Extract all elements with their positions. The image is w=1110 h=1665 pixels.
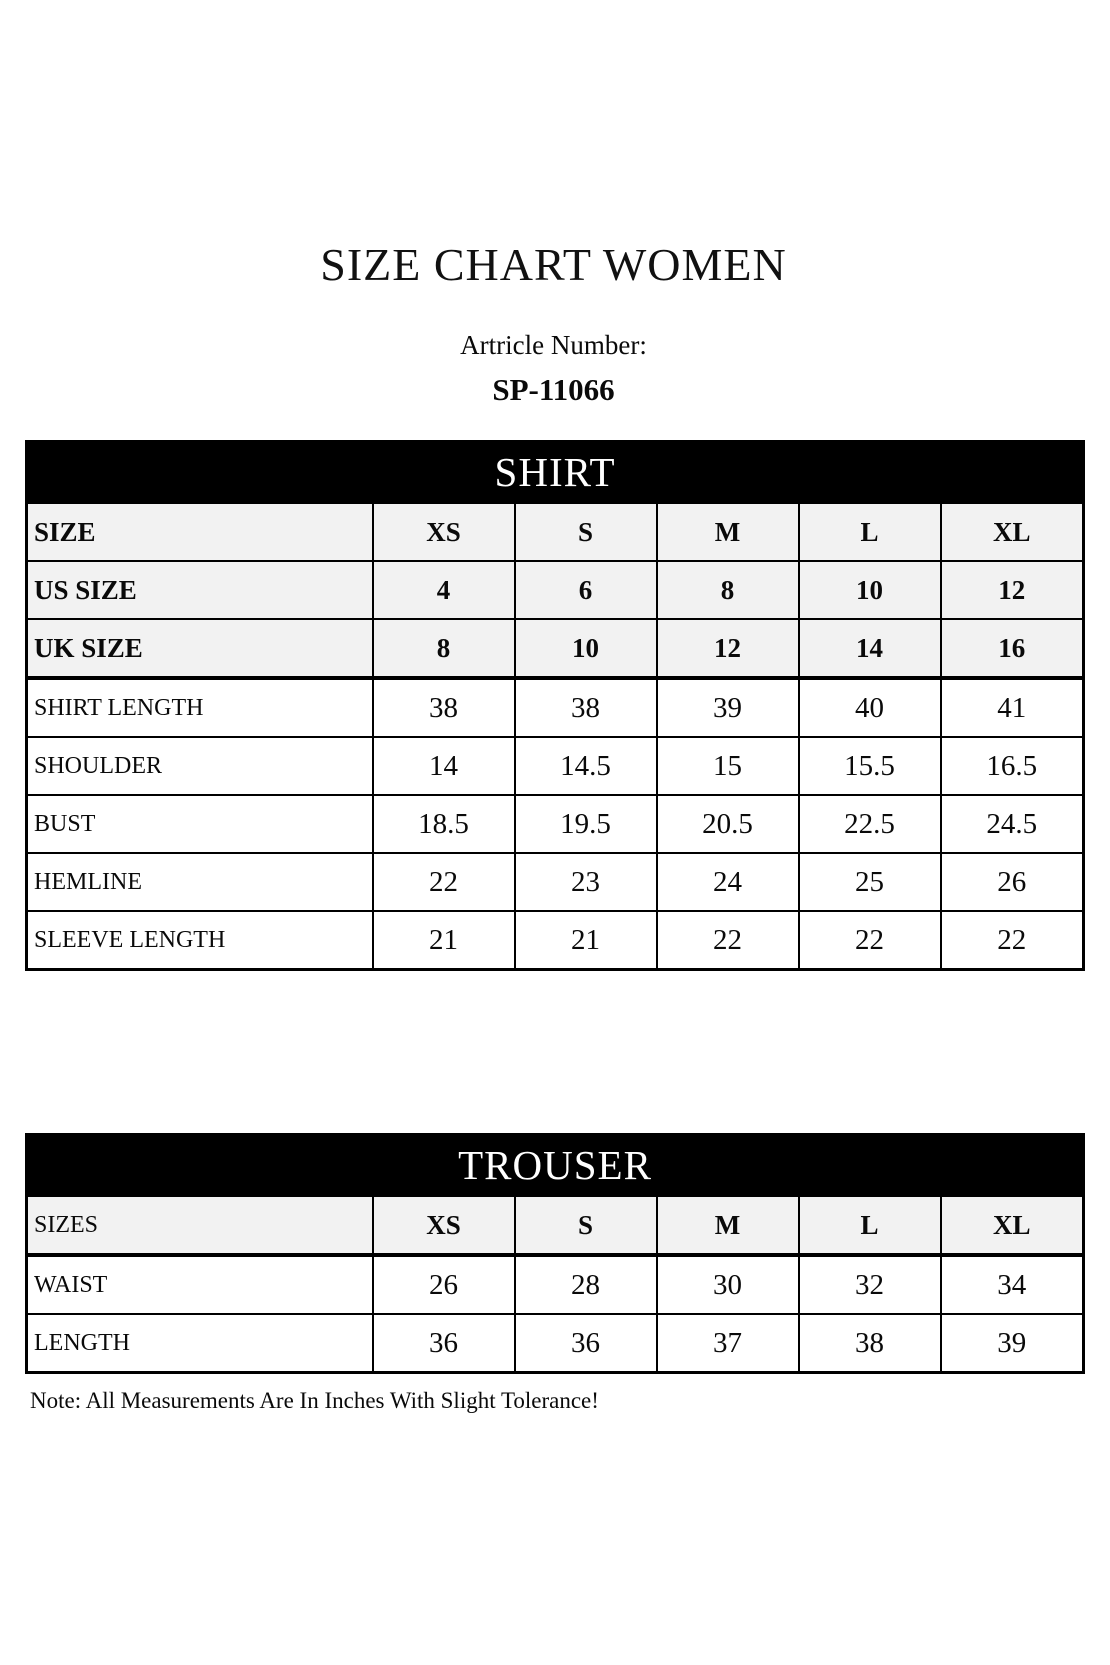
cell-value: XS <box>373 503 515 562</box>
table-title-row <box>27 1135 1084 1196</box>
cell-value: 37 <box>657 1314 799 1373</box>
cell-value: 4 <box>373 561 515 619</box>
cell-value: L <box>799 503 941 562</box>
row-label: BUST <box>27 795 373 853</box>
cell-value: 36 <box>373 1314 515 1373</box>
row-label: WAIST <box>27 1255 373 1314</box>
size-chart-sheet <box>25 0 1082 1665</box>
cell-value: S <box>515 1196 657 1256</box>
cell-value: 12 <box>657 619 799 678</box>
row-label: SLEEVE LENGTH <box>27 911 373 970</box>
cell-value: M <box>657 503 799 562</box>
cell-value: 38 <box>515 678 657 737</box>
row-label: LENGTH <box>27 1314 373 1373</box>
cell-value: 20.5 <box>657 795 799 853</box>
cell-value: 14.5 <box>515 737 657 795</box>
article-number-label: Artricle Number: <box>460 330 647 360</box>
row-label: HEMLINE <box>27 853 373 911</box>
table-row <box>27 1196 1084 1256</box>
row-label: US SIZE <box>27 561 373 619</box>
cell-value: 22 <box>657 911 799 970</box>
cell-value: 18.5 <box>373 795 515 853</box>
cell-value: 39 <box>941 1314 1084 1373</box>
cell-value: M <box>657 1196 799 1256</box>
cell-value: 12 <box>941 561 1084 619</box>
cell-value: 15.5 <box>799 737 941 795</box>
row-label: SHIRT LENGTH <box>27 678 373 737</box>
row-label: UK SIZE <box>27 619 373 678</box>
table-row <box>27 1255 1084 1314</box>
article-number-value: SP-11066 <box>492 372 615 407</box>
cell-value: 22 <box>799 911 941 970</box>
cell-value: 38 <box>799 1314 941 1373</box>
cell-value: 28 <box>515 1255 657 1314</box>
cell-value: L <box>799 1196 941 1256</box>
cell-value: 21 <box>373 911 515 970</box>
shirt-size-table <box>25 440 1085 971</box>
cell-value: 16.5 <box>941 737 1084 795</box>
trouser-table-title: TROUSER <box>27 1135 1084 1196</box>
cell-value: 40 <box>799 678 941 737</box>
cell-value: 34 <box>941 1255 1084 1314</box>
cell-value: 32 <box>799 1255 941 1314</box>
row-label: SHOULDER <box>27 737 373 795</box>
shirt-table-body <box>27 503 1084 970</box>
table-row <box>27 737 1084 795</box>
cell-value: 14 <box>373 737 515 795</box>
cell-value: 41 <box>941 678 1084 737</box>
cell-value: 15 <box>657 737 799 795</box>
page-title: SIZE CHART WOMEN <box>320 239 787 290</box>
cell-value: 39 <box>657 678 799 737</box>
cell-value: 24 <box>657 853 799 911</box>
cell-value: 22 <box>941 911 1084 970</box>
cell-value: 16 <box>941 619 1084 678</box>
cell-value: 26 <box>941 853 1084 911</box>
cell-value: XL <box>941 503 1084 562</box>
cell-value: 25 <box>799 853 941 911</box>
row-label: SIZES <box>27 1196 373 1256</box>
table-row <box>27 1314 1084 1373</box>
cell-value: 22.5 <box>799 795 941 853</box>
cell-value: 36 <box>515 1314 657 1373</box>
cell-value: 10 <box>799 561 941 619</box>
trouser-table-body <box>27 1196 1084 1373</box>
cell-value: 21 <box>515 911 657 970</box>
cell-value: XL <box>941 1196 1084 1256</box>
table-row <box>27 678 1084 737</box>
cell-value: 14 <box>799 619 941 678</box>
cell-value: XS <box>373 1196 515 1256</box>
cell-value: 26 <box>373 1255 515 1314</box>
table-row <box>27 911 1084 970</box>
row-label: SIZE <box>27 503 373 562</box>
cell-value: 24.5 <box>941 795 1084 853</box>
cell-value: 6 <box>515 561 657 619</box>
shirt-table-title: SHIRT <box>27 442 1084 503</box>
cell-value: 8 <box>657 561 799 619</box>
table-title-row <box>27 442 1084 503</box>
cell-value: 19.5 <box>515 795 657 853</box>
cell-value: 23 <box>515 853 657 911</box>
cell-value: 8 <box>373 619 515 678</box>
trouser-size-table <box>25 1133 1085 1374</box>
cell-value: 22 <box>373 853 515 911</box>
cell-value: S <box>515 503 657 562</box>
cell-value: 38 <box>373 678 515 737</box>
table-row <box>27 853 1084 911</box>
table-row <box>27 795 1084 853</box>
cell-value: 30 <box>657 1255 799 1314</box>
table-row <box>27 619 1084 678</box>
cell-value: 10 <box>515 619 657 678</box>
table-row <box>27 561 1084 619</box>
table-row <box>27 503 1084 562</box>
measurement-note: Note: All Measurements Are In Inches With Slight Tolerance! <box>30 1388 599 1413</box>
